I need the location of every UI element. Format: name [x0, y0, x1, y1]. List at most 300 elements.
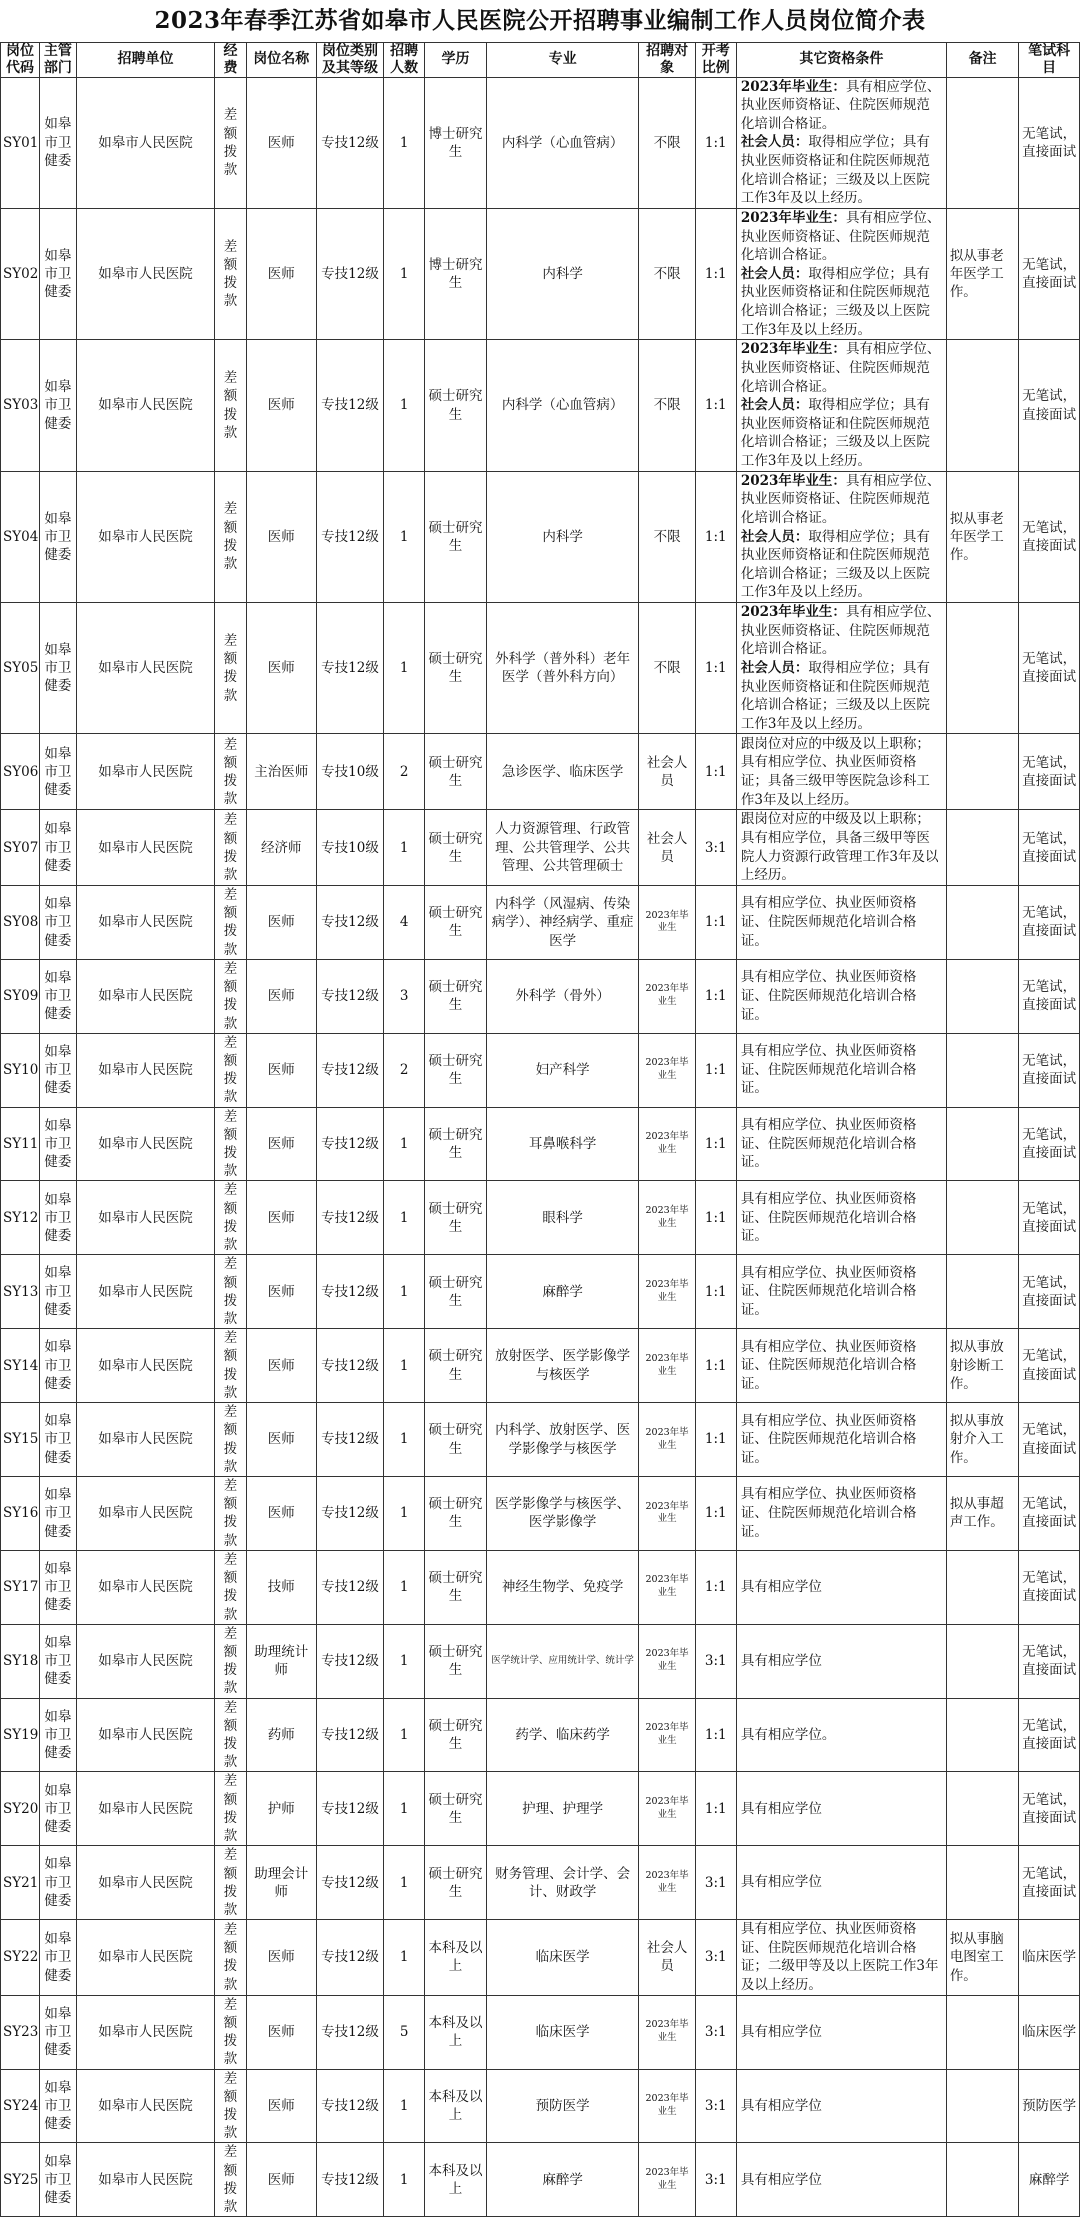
cell-ratio: 1:1 [695, 1329, 736, 1403]
cell-ratio: 1:1 [695, 885, 736, 959]
cell-edu: 硕士研究生 [425, 340, 487, 471]
cell-num: 1 [384, 1698, 425, 1772]
cell-edu: 博士研究生 [425, 77, 487, 208]
requirement-text: 取得相应学位；具有执业医师资格证和住院医师规范化培训合格证；三级及以上医院工作3年及以上经历。 [740, 134, 930, 207]
cell-fund: 差额拨款 [215, 471, 246, 602]
cell-requirements [736, 603, 946, 734]
cell-unit: 如皋市人民医院 [76, 1624, 215, 1698]
cell-unit: 如皋市人民医院 [76, 340, 215, 471]
cell-level: 专技12级 [316, 1107, 383, 1181]
cell-post: 护师 [246, 1772, 316, 1846]
cell-edu: 硕士研究生 [425, 1550, 487, 1624]
cell-unit: 如皋市人民医院 [76, 734, 215, 810]
cell-requirements [736, 734, 946, 810]
requirement-text: 具有相应学位 [740, 2023, 822, 2040]
cell-code: SY07 [1, 810, 40, 886]
cell-num: 1 [384, 1772, 425, 1846]
cell-ratio: 1:1 [695, 1255, 736, 1329]
cell-post: 主治医师 [246, 734, 316, 810]
cell-target: 社会人员 [639, 810, 695, 886]
cell-fund: 差额拨款 [215, 77, 246, 208]
cell-num: 1 [384, 2069, 425, 2143]
cell-edu: 硕士研究生 [425, 471, 487, 602]
cell-ratio: 1:1 [695, 1698, 736, 1772]
cell-level: 专技12级 [316, 1846, 383, 1920]
header-target: 招聘对象 [639, 43, 695, 78]
cell-code: SY06 [1, 734, 40, 810]
cell-edu: 硕士研究生 [425, 1772, 487, 1846]
cell-major: 内科学、放射医学、医学影像学与核医学 [486, 1403, 639, 1477]
cell-target: 不限 [639, 208, 695, 339]
cell-major: 急诊医学、临床医学 [486, 734, 639, 810]
cell-dept: 如皋市卫健委 [39, 2143, 76, 2217]
cell-post: 助理统计师 [246, 1624, 316, 1698]
cell-code: SY12 [1, 1181, 40, 1255]
cell-code: SY19 [1, 1698, 40, 1772]
table-row [1, 1772, 1080, 1846]
header-code: 岗位代码 [1, 43, 40, 78]
cell-requirements [736, 1329, 946, 1403]
cell-level: 专技12级 [316, 1033, 383, 1107]
cell-unit: 如皋市人民医院 [76, 2069, 215, 2143]
cell-target: 社会人员 [639, 1920, 695, 1996]
cell-code: SY25 [1, 2143, 40, 2217]
cell-level: 专技12级 [316, 77, 383, 208]
cell-exam: 无笔试，直接面试 [1019, 340, 1080, 471]
cell-dept: 如皋市卫健委 [39, 603, 76, 734]
requirement-text: 具有相应学位、执业医师资格证、住院医师规范化培训合格证。 [740, 1338, 917, 1392]
table-row [1, 1995, 1080, 2069]
table-row [1, 2143, 1080, 2217]
cell-note [946, 603, 1019, 734]
requirement-text: 具有相应学位、执业医师资格证、住院医师规范化培训合格证。 [740, 209, 941, 264]
cell-note [946, 885, 1019, 959]
cell-fund: 差额拨款 [215, 1995, 246, 2069]
page-title: 2023年春季江苏省如皋市人民医院公开招聘事业编制工作人员岗位简介表 [154, 7, 926, 34]
cell-code: SY08 [1, 885, 40, 959]
cell-exam: 无笔试，直接面试 [1019, 77, 1080, 208]
cell-exam: 无笔试，直接面试 [1019, 734, 1080, 810]
cell-ratio: 1:1 [695, 959, 736, 1033]
cell-exam: 预防医学 [1019, 2069, 1080, 2143]
cell-ratio: 3:1 [695, 1624, 736, 1698]
cell-major: 预防医学 [486, 2069, 639, 2143]
cell-level: 专技12级 [316, 1550, 383, 1624]
cell-requirements [736, 471, 946, 602]
cell-num: 1 [384, 77, 425, 208]
cell-target: 2023年毕业生 [639, 1255, 695, 1329]
cell-unit: 如皋市人民医院 [76, 2143, 215, 2217]
cell-level: 专技12级 [316, 603, 383, 734]
header-major: 专业 [486, 43, 639, 78]
cell-exam: 无笔试，直接面试 [1019, 1846, 1080, 1920]
cell-note [946, 1033, 1019, 1107]
table-row [1, 1181, 1080, 1255]
cell-unit: 如皋市人民医院 [76, 1255, 215, 1329]
cell-num: 1 [384, 1846, 425, 1920]
cell-exam: 无笔试，直接面试 [1019, 1476, 1080, 1550]
cell-unit: 如皋市人民医院 [76, 1403, 215, 1477]
cell-level: 专技12级 [316, 2143, 383, 2217]
cell-level: 专技12级 [316, 1920, 383, 1996]
requirement-text: 跟岗位对应的中级及以上职称；具有相应学位，具备三级甲等医院人力资源行政管理工作3年及以上经历。 [740, 811, 939, 884]
cell-fund: 差额拨款 [215, 1181, 246, 1255]
cell-requirements [736, 2069, 946, 2143]
cell-num: 5 [384, 1995, 425, 2069]
cell-major: 外科学（骨外） [486, 959, 639, 1033]
requirement-text: 取得相应学位；具有执业医师资格证和住院医师规范化培训合格证；三级及以上医院工作3年及以上经历。 [740, 659, 930, 732]
cell-exam: 无笔试，直接面试 [1019, 810, 1080, 886]
cell-level: 专技12级 [316, 2069, 383, 2143]
cell-post: 经济师 [246, 810, 316, 886]
cell-major: 耳鼻喉科学 [486, 1107, 639, 1181]
cell-exam: 临床医学 [1019, 1920, 1080, 1996]
cell-post: 医师 [246, 1033, 316, 1107]
table-row [1, 810, 1080, 886]
cell-code: SY14 [1, 1329, 40, 1403]
requirement-text: 具有相应学位、执业医师资格证、住院医师规范化培训合格证。 [740, 895, 917, 949]
requirement-text: 具有相应学位、执业医师资格证、住院医师规范化培训合格证。 [740, 1117, 917, 1171]
cell-requirements [736, 810, 946, 886]
cell-num: 2 [384, 1033, 425, 1107]
requirement-text: 跟岗位对应的中级及以上职称；具有相应学位、执业医师资格证；具备三级甲等医院急诊科工作3年及以上经历。 [740, 735, 930, 808]
cell-note [946, 1181, 1019, 1255]
cell-fund: 差额拨款 [215, 1329, 246, 1403]
cell-code: SY21 [1, 1846, 40, 1920]
cell-edu: 硕士研究生 [425, 1107, 487, 1181]
cell-target: 2023年毕业生 [639, 1846, 695, 1920]
cell-fund: 差额拨款 [215, 1624, 246, 1698]
cell-fund: 差额拨款 [215, 1846, 246, 1920]
cell-edu: 硕士研究生 [425, 1329, 487, 1403]
cell-fund: 差额拨款 [215, 810, 246, 886]
requirement-text: 具有相应学位、执业医师资格证、住院医师规范化培训合格证。 [740, 472, 941, 526]
cell-dept: 如皋市卫健委 [39, 1403, 76, 1477]
cell-ratio: 1:1 [695, 1550, 736, 1624]
cell-unit: 如皋市人民医院 [76, 1033, 215, 1107]
cell-ratio: 1:1 [695, 734, 736, 810]
cell-unit: 如皋市人民医院 [76, 603, 215, 734]
cell-fund: 差额拨款 [215, 1033, 246, 1107]
requirement-text: 具有相应学位、执业医师资格证、住院医师规范化培训合格证。 [740, 78, 941, 132]
cell-exam: 无笔试，直接面试 [1019, 1698, 1080, 1772]
table-row [1, 1846, 1080, 1920]
requirement-label: 社会人员： [740, 134, 809, 151]
cell-exam: 无笔试，直接面试 [1019, 1033, 1080, 1107]
cell-level: 专技12级 [316, 959, 383, 1033]
cell-edu: 本科及以上 [425, 2143, 487, 2217]
cell-post: 医师 [246, 2069, 316, 2143]
cell-ratio: 3:1 [695, 2069, 736, 2143]
cell-exam: 无笔试，直接面试 [1019, 208, 1080, 339]
cell-dept: 如皋市卫健委 [39, 1698, 76, 1772]
header-fund: 经费 [215, 43, 246, 78]
cell-note: 拟从事老年医学工作。 [946, 471, 1019, 602]
cell-post: 医师 [246, 959, 316, 1033]
cell-fund: 差额拨款 [215, 734, 246, 810]
cell-target: 2023年毕业生 [639, 1476, 695, 1550]
cell-unit: 如皋市人民医院 [76, 959, 215, 1033]
cell-edu: 硕士研究生 [425, 603, 487, 734]
cell-requirements [736, 340, 946, 471]
cell-fund: 差额拨款 [215, 2143, 246, 2217]
cell-note [946, 1550, 1019, 1624]
cell-major: 人力资源管理、行政管理、公共管理学、公共管理、公共管理硕士 [486, 810, 639, 886]
cell-post: 医师 [246, 1181, 316, 1255]
cell-code: SY15 [1, 1403, 40, 1477]
cell-requirements [736, 959, 946, 1033]
table-row [1, 1476, 1080, 1550]
cell-major: 临床医学 [486, 1995, 639, 2069]
cell-unit: 如皋市人民医院 [76, 77, 215, 208]
cell-requirements [736, 1181, 946, 1255]
cell-post: 医师 [246, 1403, 316, 1477]
requirement-label: 2023年毕业生： [740, 472, 846, 489]
cell-edu: 硕士研究生 [425, 1846, 487, 1920]
cell-ratio: 1:1 [695, 208, 736, 339]
cell-target: 不限 [639, 340, 695, 471]
cell-major: 放射医学、医学影像学与核医学 [486, 1329, 639, 1403]
cell-requirements [736, 1550, 946, 1624]
cell-note: 拟从事老年医学工作。 [946, 208, 1019, 339]
cell-requirements [736, 1476, 946, 1550]
cell-dept: 如皋市卫健委 [39, 1181, 76, 1255]
cell-unit: 如皋市人民医院 [76, 810, 215, 886]
cell-major: 内科学（心血管病） [486, 340, 639, 471]
cell-post: 医师 [246, 1107, 316, 1181]
cell-target: 社会人员 [639, 734, 695, 810]
cell-fund: 差额拨款 [215, 1772, 246, 1846]
cell-requirements [736, 2143, 946, 2217]
cell-code: SY11 [1, 1107, 40, 1181]
cell-num: 1 [384, 1476, 425, 1550]
requirement-label: 2023年毕业生： [740, 209, 846, 226]
cell-requirements [736, 885, 946, 959]
cell-dept: 如皋市卫健委 [39, 959, 76, 1033]
cell-post: 医师 [246, 1476, 316, 1550]
table-row [1, 208, 1080, 339]
cell-exam: 无笔试，直接面试 [1019, 959, 1080, 1033]
requirement-text: 具有相应学位 [740, 1874, 822, 1891]
cell-unit: 如皋市人民医院 [76, 1698, 215, 1772]
cell-exam: 无笔试，直接面试 [1019, 603, 1080, 734]
cell-level: 专技12级 [316, 208, 383, 339]
requirement-text: 具有相应学位、执业医师资格证、住院医师规范化培训合格证。 [740, 1486, 917, 1540]
cell-dept: 如皋市卫健委 [39, 340, 76, 471]
requirement-text: 具有相应学位、执业医师资格证、住院医师规范化培训合格证。 [740, 1264, 917, 1319]
cell-note: 拟从事放射介入工作。 [946, 1403, 1019, 1477]
cell-edu: 硕士研究生 [425, 1255, 487, 1329]
cell-code: SY17 [1, 1550, 40, 1624]
cell-exam: 无笔试，直接面试 [1019, 1181, 1080, 1255]
cell-note [946, 1772, 1019, 1846]
requirement-label: 2023年毕业生： [740, 78, 846, 95]
requirement-label: 社会人员： [740, 397, 809, 414]
cell-dept: 如皋市卫健委 [39, 810, 76, 886]
table-row [1, 1698, 1080, 1772]
requirement-text: 具有相应学位、执业医师资格证、住院医师规范化培训合格证。 [740, 1043, 917, 1097]
cell-post: 医师 [246, 77, 316, 208]
cell-num: 1 [384, 1920, 425, 1996]
cell-code: SY18 [1, 1624, 40, 1698]
cell-post: 药师 [246, 1698, 316, 1772]
cell-num: 1 [384, 1624, 425, 1698]
cell-major: 内科学 [486, 471, 639, 602]
cell-note [946, 1624, 1019, 1698]
cell-level: 专技12级 [316, 1329, 383, 1403]
cell-note [946, 1846, 1019, 1920]
cell-ratio: 3:1 [695, 810, 736, 886]
cell-target: 不限 [639, 471, 695, 602]
table-row [1, 2069, 1080, 2143]
cell-num: 3 [384, 959, 425, 1033]
cell-ratio: 1:1 [695, 1476, 736, 1550]
cell-num: 1 [384, 1255, 425, 1329]
cell-edu: 硕士研究生 [425, 959, 487, 1033]
requirement-text: 具有相应学位、执业医师资格证、住院医师规范化培训合格证。 [740, 969, 917, 1023]
cell-target: 2023年毕业生 [639, 1624, 695, 1698]
cell-num: 1 [384, 1403, 425, 1477]
cell-num: 2 [384, 734, 425, 810]
cell-fund: 差额拨款 [215, 1107, 246, 1181]
cell-unit: 如皋市人民医院 [76, 1329, 215, 1403]
cell-num: 1 [384, 1107, 425, 1181]
cell-dept: 如皋市卫健委 [39, 208, 76, 339]
cell-major: 临床医学 [486, 1920, 639, 1996]
positions-table [0, 42, 1080, 2217]
cell-dept: 如皋市卫健委 [39, 1920, 76, 1996]
cell-exam: 无笔试，直接面试 [1019, 471, 1080, 602]
cell-dept: 如皋市卫健委 [39, 1329, 76, 1403]
cell-post: 医师 [246, 2143, 316, 2217]
cell-edu: 本科及以上 [425, 2069, 487, 2143]
requirement-text: 具有相应学位 [740, 1800, 822, 1817]
table-row [1, 1403, 1080, 1477]
header-note: 备注 [946, 43, 1019, 78]
cell-post: 医师 [246, 885, 316, 959]
cell-exam: 临床医学 [1019, 1995, 1080, 2069]
cell-level: 专技12级 [316, 1624, 383, 1698]
cell-ratio: 1:1 [695, 1181, 736, 1255]
requirement-text: 具有相应学位、执业医师资格证、住院医师规范化培训合格证。 [740, 341, 941, 395]
cell-fund: 差额拨款 [215, 959, 246, 1033]
cell-major: 神经生物学、免疫学 [486, 1550, 639, 1624]
cell-exam: 无笔试，直接面试 [1019, 1107, 1080, 1181]
cell-note [946, 1255, 1019, 1329]
table-row [1, 734, 1080, 810]
cell-post: 医师 [246, 1329, 316, 1403]
cell-num: 4 [384, 885, 425, 959]
cell-code: SY05 [1, 603, 40, 734]
cell-unit: 如皋市人民医院 [76, 1550, 215, 1624]
cell-target: 2023年毕业生 [639, 1772, 695, 1846]
cell-num: 1 [384, 208, 425, 339]
cell-level: 专技12级 [316, 885, 383, 959]
cell-note [946, 2069, 1019, 2143]
cell-dept: 如皋市卫健委 [39, 1846, 76, 1920]
table-row [1, 1033, 1080, 1107]
cell-exam: 无笔试，直接面试 [1019, 1255, 1080, 1329]
cell-post: 医师 [246, 208, 316, 339]
cell-num: 1 [384, 1329, 425, 1403]
cell-edu: 硕士研究生 [425, 1033, 487, 1107]
cell-edu: 硕士研究生 [425, 1403, 487, 1477]
requirement-text: 取得相应学位；具有执业医师资格证和住院医师规范化培训合格证；三级及以上医院工作3年及以上经历。 [740, 528, 930, 601]
cell-unit: 如皋市人民医院 [76, 1920, 215, 1996]
cell-note [946, 810, 1019, 886]
requirement-label: 2023年毕业生： [740, 604, 846, 621]
cell-target: 2023年毕业生 [639, 1995, 695, 2069]
table-row [1, 959, 1080, 1033]
cell-code: SY03 [1, 340, 40, 471]
cell-fund: 差额拨款 [215, 1698, 246, 1772]
cell-dept: 如皋市卫健委 [39, 1995, 76, 2069]
cell-fund: 差额拨款 [215, 1476, 246, 1550]
cell-level: 专技12级 [316, 1476, 383, 1550]
cell-dept: 如皋市卫健委 [39, 885, 76, 959]
table-row [1, 1329, 1080, 1403]
header-post: 岗位名称 [246, 43, 316, 78]
cell-code: SY20 [1, 1772, 40, 1846]
cell-level: 专技12级 [316, 340, 383, 471]
cell-code: SY22 [1, 1920, 40, 1996]
cell-unit: 如皋市人民医院 [76, 1772, 215, 1846]
cell-level: 专技12级 [316, 1698, 383, 1772]
requirement-text: 具有相应学位、执业医师资格证、住院医师规范化培训合格证；二级甲等及以上医院工作3年及以上经历。 [740, 1921, 939, 1994]
cell-dept: 如皋市卫健委 [39, 1550, 76, 1624]
cell-fund: 差额拨款 [215, 208, 246, 339]
cell-note [946, 1698, 1019, 1772]
cell-exam: 无笔试，直接面试 [1019, 1329, 1080, 1403]
cell-major: 财务管理、会计学、会计、财政学 [486, 1846, 639, 1920]
cell-unit: 如皋市人民医院 [76, 208, 215, 339]
cell-target: 2023年毕业生 [639, 959, 695, 1033]
cell-code: SY09 [1, 959, 40, 1033]
cell-requirements [736, 1846, 946, 1920]
cell-dept: 如皋市卫健委 [39, 1033, 76, 1107]
cell-target: 2023年毕业生 [639, 1698, 695, 1772]
cell-dept: 如皋市卫健委 [39, 2069, 76, 2143]
cell-dept: 如皋市卫健委 [39, 734, 76, 810]
cell-requirements [736, 1403, 946, 1477]
cell-unit: 如皋市人民医院 [76, 1107, 215, 1181]
cell-target: 2023年毕业生 [639, 1107, 695, 1181]
cell-target: 不限 [639, 603, 695, 734]
requirement-label: 社会人员： [740, 265, 809, 282]
cell-unit: 如皋市人民医院 [76, 885, 215, 959]
cell-major: 内科学（心血管病） [486, 77, 639, 208]
cell-post: 医师 [246, 1995, 316, 2069]
cell-ratio: 1:1 [695, 471, 736, 602]
cell-requirements [736, 1255, 946, 1329]
cell-num: 1 [384, 1181, 425, 1255]
cell-edu: 硕士研究生 [425, 810, 487, 886]
header-ratio: 开考比例 [695, 43, 736, 78]
cell-requirements [736, 1107, 946, 1181]
cell-note [946, 1107, 1019, 1181]
cell-major: 妇产科学 [486, 1033, 639, 1107]
cell-note: 拟从事脑电图室工作。 [946, 1920, 1019, 1996]
cell-ratio: 1:1 [695, 1033, 736, 1107]
table-row [1, 1624, 1080, 1698]
cell-unit: 如皋市人民医院 [76, 1846, 215, 1920]
cell-level: 专技12级 [316, 1995, 383, 2069]
cell-level: 专技12级 [316, 1255, 383, 1329]
cell-exam: 麻醉学 [1019, 2143, 1080, 2217]
table-row [1, 1107, 1080, 1181]
cell-code: SY01 [1, 77, 40, 208]
cell-target: 2023年毕业生 [639, 1033, 695, 1107]
